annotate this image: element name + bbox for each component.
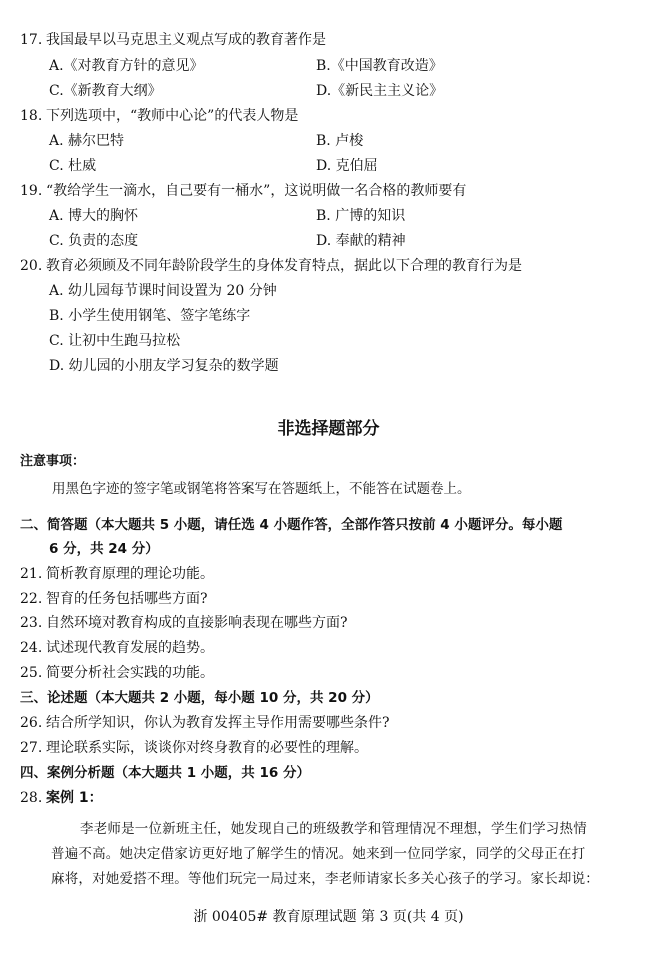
question-number: 18. xyxy=(20,108,43,124)
question-number: 21. xyxy=(20,566,43,582)
section-title: 非选择题部分 xyxy=(277,419,380,439)
option-19b: B. 广博的知识 xyxy=(316,208,406,224)
option-19d: D. 奉献的精神 xyxy=(316,233,406,249)
question-number: 24. xyxy=(20,640,43,656)
question-23 xyxy=(20,614,348,632)
part4-heading: 四、案例分析题（本大题共 1 小题，共 16 分） xyxy=(20,765,310,781)
question-20 xyxy=(20,257,522,275)
question-19 xyxy=(20,182,466,200)
notice-text: 用黑色字迹的签字笔或钢笔将答案写在答题纸上，不能答在试题卷上。 xyxy=(52,481,471,497)
case-line-2: 普遍不高。她决定借家访更好地了解学生的情况。她来到一位同学家，同学的父母正在打 xyxy=(51,846,586,862)
question-number: 20. xyxy=(20,258,43,274)
question-stem: 理论联系实际，谈谈你对终身教育的必要性的理解。 xyxy=(46,740,368,756)
case-line-3: 麻将，对她爱搭不理。等他们玩完一局过来，李老师请家长多关心孩子的学习。家长却说： xyxy=(51,871,599,887)
option-20a: A. 幼儿园每节课时间设置为 20 分钟 xyxy=(49,283,277,299)
option-19a: A. 博大的胸怀 xyxy=(49,208,139,224)
question-number: 23. xyxy=(20,615,43,631)
notice-heading: 注意事项： xyxy=(20,454,86,469)
question-22 xyxy=(20,590,208,608)
question-stem: “教给学生一滴水，自己要有一桶水”，这说明做一名合格的教师要有 xyxy=(46,183,467,199)
question-number: 28. xyxy=(20,790,43,806)
option-20d: D. 幼儿园的小朋友学习复杂的数学题 xyxy=(49,358,279,374)
part3-heading: 三、论述题（本大题共 2 小题，每小题 10 分，共 20 分） xyxy=(20,690,379,706)
question-25 xyxy=(20,664,214,682)
question-stem: 下列选项中，“教师中心论”的代表人物是 xyxy=(46,108,299,124)
option-18a: A. 赫尔巴特 xyxy=(49,133,125,149)
option-19c: C. 负责的态度 xyxy=(49,233,139,249)
option-17b: B.《中国教育改造》 xyxy=(316,58,443,74)
question-number: 19. xyxy=(20,183,43,199)
question-number: 26. xyxy=(20,715,43,731)
question-27 xyxy=(20,739,368,757)
question-stem: 简要分析社会实践的功能。 xyxy=(46,665,214,681)
question-stem: 教育必须顾及不同年龄阶段学生的身体发育特点，据此以下合理的教育行为是 xyxy=(46,258,522,274)
option-17d: D.《新民主主义论》 xyxy=(316,83,444,99)
question-stem: 我国最早以马克思主义观点写成的教育著作是 xyxy=(46,32,326,48)
question-stem: 试述现代教育发展的趋势。 xyxy=(46,640,214,656)
question-21 xyxy=(20,565,214,583)
question-number: 25. xyxy=(20,665,43,681)
question-number: 17. xyxy=(20,32,43,48)
option-18b: B. 卢梭 xyxy=(316,133,364,149)
option-20c: C. 让初中生跑马拉松 xyxy=(49,333,181,349)
question-stem: 智育的任务包括哪些方面? xyxy=(46,591,208,607)
question-26 xyxy=(20,714,390,732)
page-footer: 浙 00405# 教育原理试题 第 3 页(共 4 页) xyxy=(193,909,464,925)
part2-heading-cont: 6 分，共 24 分） xyxy=(49,541,159,557)
question-number: 22. xyxy=(20,591,43,607)
question-stem: 自然环境对教育构成的直接影响表现在哪些方面? xyxy=(46,615,348,631)
option-17c: C.《新教育大纲》 xyxy=(49,83,162,99)
question-18 xyxy=(20,107,298,125)
option-20b: B. 小学生使用钢笔、签字笔练字 xyxy=(49,308,251,324)
option-18c: C. 杜威 xyxy=(49,158,97,174)
case-label: 案例 1： xyxy=(46,790,103,806)
question-number: 27. xyxy=(20,740,43,756)
part2-heading: 二、简答题（本大题共 5 小题，请任选 4 小题作答，全部作答只按前 4 小题评分。每小题 xyxy=(20,517,563,533)
question-28 xyxy=(20,789,103,807)
question-stem: 简析教育原理的理论功能。 xyxy=(46,566,214,582)
question-17 xyxy=(20,31,326,49)
question-stem: 结合所学知识，你认为教育发挥主导作用需要哪些条件? xyxy=(46,715,390,731)
question-24 xyxy=(20,639,214,657)
option-18d: D. 克伯屈 xyxy=(316,158,378,174)
option-17a: A.《对教育方针的意见》 xyxy=(49,58,204,74)
case-line-1: 李老师是一位新班主任，她发现自己的班级教学和管理情况不理想，学生们学习热情 xyxy=(80,821,587,837)
